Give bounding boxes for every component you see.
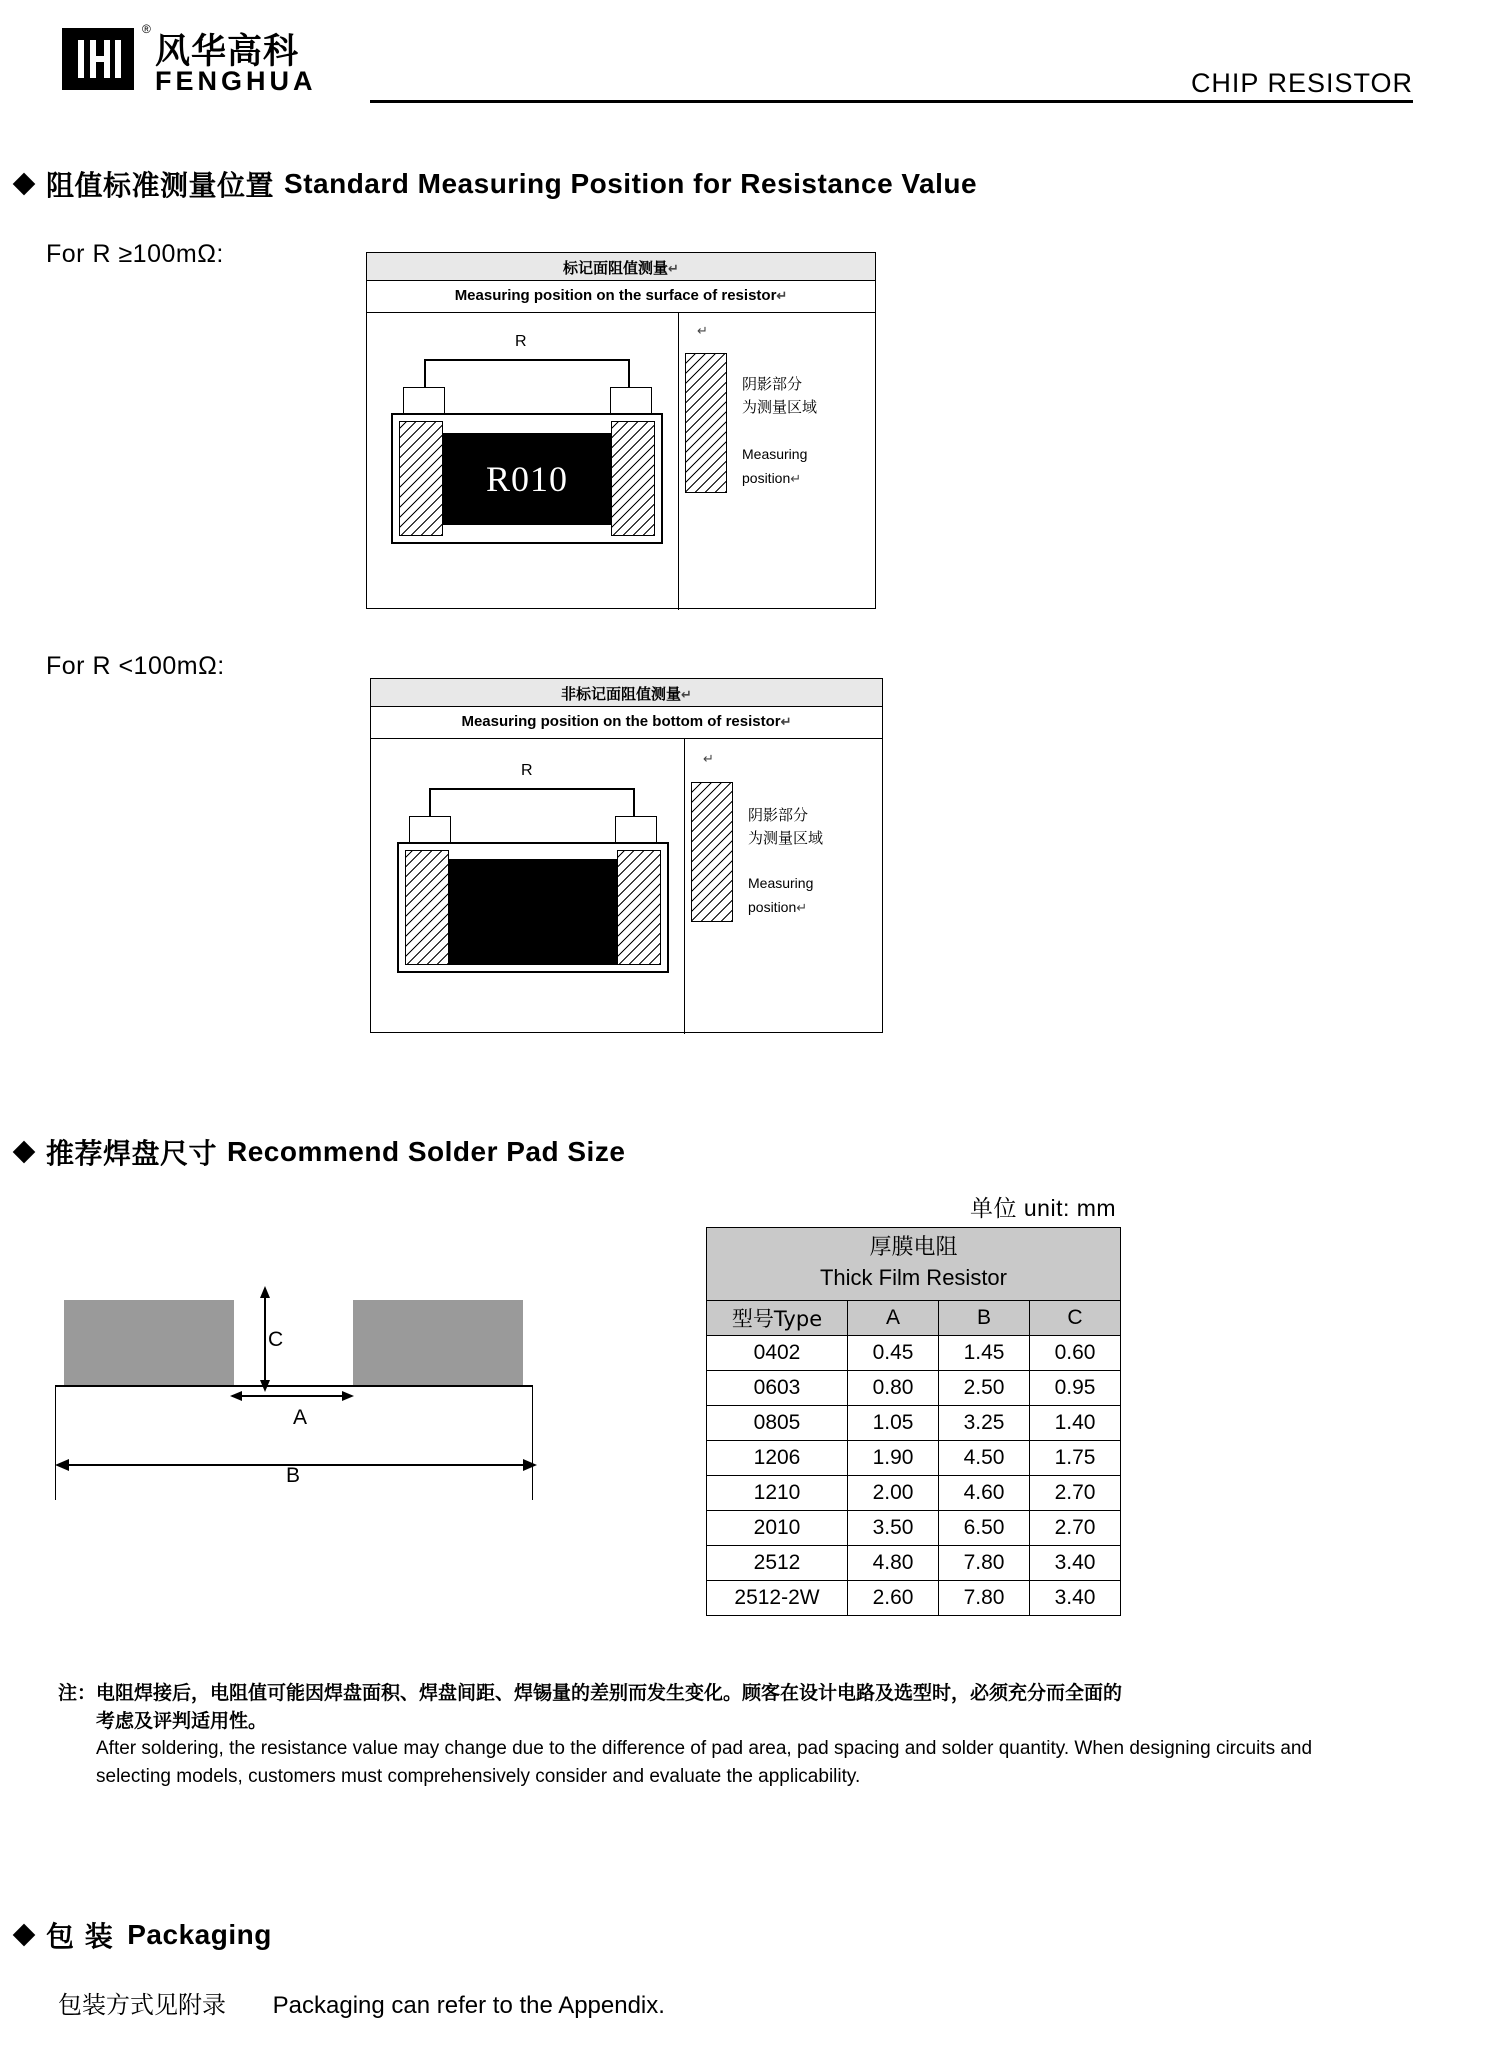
cell-c: 0.95	[1030, 1371, 1121, 1406]
cell-b: 2.50	[939, 1371, 1030, 1406]
cell-type: 2512-2W	[707, 1581, 848, 1616]
diagram1-bracket-left	[424, 359, 426, 389]
dim-label-a: A	[293, 1406, 308, 1429]
diagram1-probe-right	[610, 387, 652, 415]
diagram1-probe-left	[403, 387, 445, 415]
diagram1-hsep	[367, 312, 875, 313]
pad-extension-right	[532, 1385, 533, 1500]
cell-a: 0.80	[848, 1371, 939, 1406]
cell-b: 4.60	[939, 1476, 1030, 1511]
diagram1-chip-body	[443, 433, 611, 525]
table-row	[707, 1476, 1121, 1511]
diagram2-hatch-right	[617, 850, 661, 965]
pad-right	[353, 1300, 523, 1385]
registered-mark: ®	[142, 22, 151, 36]
fenghua-logo-icon	[62, 28, 134, 90]
solder-pad-table	[706, 1227, 1121, 1616]
diamond-bullet-icon-3	[13, 1924, 36, 1947]
table-row	[707, 1336, 1121, 1371]
table-row	[707, 1511, 1121, 1546]
diagram2-legend-hatch	[691, 782, 733, 922]
diagram2-side-cn: 阴影部分 为测量区域	[748, 806, 824, 847]
diagram2-side-en: Measuring position↵	[748, 875, 814, 915]
dim-label-c: C	[268, 1328, 284, 1351]
diamond-bullet-icon	[13, 173, 36, 196]
cell-b: 7.80	[939, 1546, 1030, 1581]
note-cn-line2: 考虑及评判适用性。	[96, 1709, 268, 1732]
note-label: 注：	[58, 1682, 97, 1704]
document-title: CHIP RESISTOR	[1190, 68, 1413, 98]
diagram2-bracket-top	[429, 788, 635, 790]
col-header-c: C	[1030, 1301, 1121, 1336]
table-row	[707, 1441, 1121, 1476]
diagram2-title-cn: 非标记面阻值测量↵	[561, 685, 692, 703]
cell-a: 1.90	[848, 1441, 939, 1476]
cell-type: 2512	[707, 1546, 848, 1581]
label-r-ge-100: For R ≥100mΩ:	[46, 240, 224, 268]
section-heading-packaging	[16, 1915, 272, 1955]
section2-title-en: Recommend Solder Pad Size	[227, 1136, 626, 1167]
table-header-row	[707, 1301, 1121, 1336]
diagram1-side-cn: 阴影部分 为测量区域	[742, 375, 818, 416]
section-heading-measuring-position	[16, 164, 977, 204]
section1-title-cn: 阻值标准测量位置	[46, 169, 275, 202]
diagram2-title-en: Measuring position on the bottom of resistor↵	[461, 713, 792, 730]
diagram1-hatch-right	[611, 421, 655, 536]
cell-type: 2010	[707, 1511, 848, 1546]
cell-c: 2.70	[1030, 1476, 1121, 1511]
cell-a: 2.60	[848, 1581, 939, 1616]
diagram2-chip-body	[449, 859, 617, 965]
diagram1-bracket-right	[628, 359, 630, 389]
diagram2-r-label: R	[521, 762, 533, 779]
pad-left	[64, 1300, 234, 1385]
cell-b: 3.25	[939, 1406, 1030, 1441]
diagram2-hatch-left	[405, 850, 449, 965]
unit-label: 单位 unit: mm	[970, 1195, 1117, 1221]
table-caption-en: Thick Film Resistor	[819, 1264, 1007, 1290]
header-divider	[370, 100, 1413, 103]
table-caption-cn: 厚膜电阻	[869, 1235, 958, 1260]
col-header-type: 型号Type	[707, 1301, 848, 1336]
diagram1-vsep	[678, 312, 679, 610]
company-name-cn: 风华高科	[155, 32, 300, 72]
cell-b: 4.50	[939, 1441, 1030, 1476]
cell-a: 3.50	[848, 1511, 939, 1546]
cell-a: 1.05	[848, 1406, 939, 1441]
cell-c: 1.40	[1030, 1406, 1121, 1441]
table-caption-row	[707, 1228, 1121, 1301]
diamond-bullet-icon-2	[13, 1141, 36, 1164]
dim-label-b: B	[286, 1464, 301, 1487]
label-r-lt-100: For R <100mΩ:	[46, 652, 225, 680]
cell-type: 1210	[707, 1476, 848, 1511]
page-header	[0, 20, 1487, 100]
cell-c: 3.40	[1030, 1581, 1121, 1616]
packaging-cn: 包装方式见附录	[58, 1991, 226, 2019]
diagram1-r-label: R	[515, 333, 527, 350]
diagram-surface-measuring	[366, 252, 876, 609]
section3-title-en: Packaging	[127, 1919, 272, 1950]
company-name-en: FENGHUA	[155, 66, 317, 96]
cell-a: 4.80	[848, 1546, 939, 1581]
section2-title-cn: 推荐焊盘尺寸	[46, 1137, 218, 1170]
diagram1-legend-hatch	[685, 353, 727, 493]
dimension-arrows-svg	[230, 1286, 360, 1406]
cell-type: 0805	[707, 1406, 848, 1441]
diagram2-bracket-left	[429, 788, 431, 818]
cell-c: 3.40	[1030, 1546, 1121, 1581]
section1-title-en: Standard Measuring Position for Resistance Value	[284, 168, 978, 199]
diagram2-return-mark: ↵	[703, 751, 714, 766]
table-caption	[707, 1228, 1121, 1301]
table-row	[707, 1406, 1121, 1441]
cell-b: 1.45	[939, 1336, 1030, 1371]
cell-type: 0603	[707, 1371, 848, 1406]
diagram1-bracket-top	[424, 359, 630, 361]
cell-a: 0.45	[848, 1336, 939, 1371]
diagram1-title-cn: 标记面阻值测量↵	[563, 259, 679, 277]
cell-c: 0.60	[1030, 1336, 1121, 1371]
diagram1-title-en: Measuring position on the surface of resistor↵	[454, 287, 788, 304]
table-row	[707, 1371, 1121, 1406]
packaging-line	[58, 1985, 665, 2020]
diagram1-hatch-left	[399, 421, 443, 536]
note-en: After soldering, the resistance value may change due to the difference of pad area, pad spacing and solder quantity. When designing circuits and selecting models, customers must comprehensively consider and evaluate the applicability.	[96, 1738, 1313, 1787]
note-cn-line1: 电阻焊接后，电阻值可能因焊盘面积、焊盘间距、焊锡量的差别而发生变化。顾客在设计电路及选型时，必须充分而全面的	[96, 1682, 1123, 1704]
diagram2-probe-left	[409, 816, 451, 844]
table-row	[707, 1581, 1121, 1616]
diagram2-probe-right	[615, 816, 657, 844]
diagram-bottom-measuring	[370, 678, 883, 1033]
packaging-en: Packaging can refer to the Appendix.	[272, 1992, 665, 2019]
diagram2-hsep	[371, 738, 882, 739]
diagram2-bracket-right	[633, 788, 635, 818]
pad-extension-left	[55, 1385, 56, 1500]
solder-note	[58, 1680, 1388, 1790]
diagram1-return-mark: ↵	[697, 323, 708, 338]
cell-c: 1.75	[1030, 1441, 1121, 1476]
cell-b: 6.50	[939, 1511, 1030, 1546]
table-row	[707, 1546, 1121, 1581]
cell-b: 7.80	[939, 1581, 1030, 1616]
chip-marking-text: R010	[485, 459, 568, 499]
diagram2-vsep	[684, 738, 685, 1034]
section-heading-solder-pad	[16, 1132, 625, 1172]
diagram1-side-en: Measuring position↵	[742, 446, 808, 486]
section3-title-cn: 包 装	[46, 1920, 114, 1953]
cell-c: 2.70	[1030, 1511, 1121, 1546]
cell-a: 2.00	[848, 1476, 939, 1511]
col-header-b: B	[939, 1301, 1030, 1336]
cell-type: 1206	[707, 1441, 848, 1476]
cell-type: 0402	[707, 1336, 848, 1371]
col-header-a: A	[848, 1301, 939, 1336]
